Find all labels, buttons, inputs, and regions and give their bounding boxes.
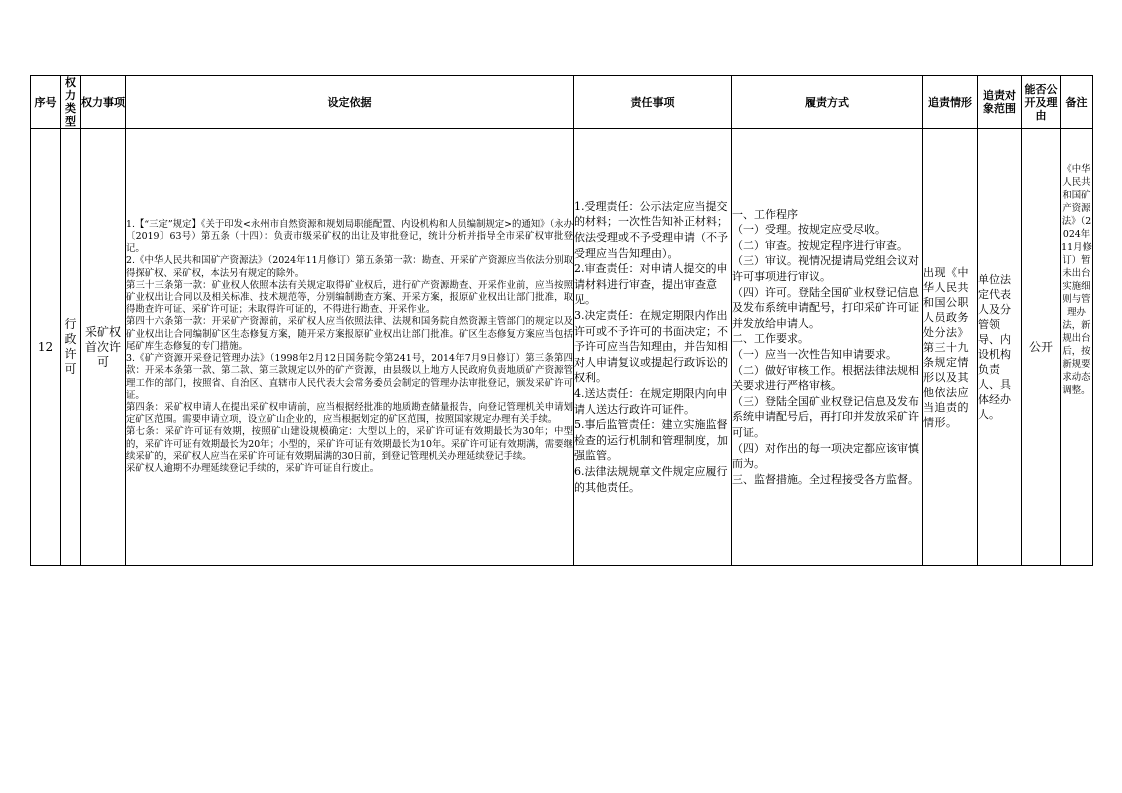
row-seq: 12 bbox=[31, 129, 61, 566]
header-scope: 追责对象范围 bbox=[978, 76, 1022, 129]
row-responsibility: 1.受理责任：公示法定应当提交的材料；一次性告知补正材料；依法受理或不予受理申请（不予受理应当告知理由）。 2.审查责任：对申请人提交的申请材料进行审查，提出审查意见。 3.决定责任：在规定期限内作出许可或不予许可的书面决定；不予许可应当告知理由，并告知相对人申请复议或提起行政诉讼的权利。 4.送达责任：在规定期限内向申请人送达行政许可证件。 5.事后监管责任：建立实施监督检查的运行机制和管理制度，加强监管。 6.法律法规规章文件规定应履行的其他责任。 bbox=[574, 129, 732, 566]
row-disclose: 公开 bbox=[1022, 129, 1061, 566]
row-remarks: 《中华人民共和国矿产资源法》（2024年11月修订）暂未出台实施细则与管理办法，新规出台后，按新规要求动态调整。 bbox=[1061, 129, 1093, 566]
header-disclose: 能否公开及理由 bbox=[1022, 76, 1061, 129]
table-row bbox=[31, 129, 1093, 566]
row-type: 行政许可 bbox=[61, 129, 81, 566]
row-method: 一、工作程序 （一）受理。按规定应受尽收。 （二）审查。按规定程序进行审查。 （三）审议。视情况提请局党组会议对许可事项进行审议。 （四）许可。登陆全国矿业权登记信息及发布系统申请配号，打印采矿许可证并发放给申请人。 二、工作要求。 （一）应当一次性告知申请要求。 （二）做好审核工作。根据法律法规相关要求进行严格审核。 （三）登陆全国矿业权登记信息及发布系统申请配号后，再打印并发放采矿许可证。 （四）对作出的每一项决定都应该审慎而为。 三、监督措施。全过程接受各方监督。 bbox=[732, 129, 923, 566]
header-type: 权力类型 bbox=[61, 76, 81, 129]
power-list-table bbox=[30, 75, 1093, 566]
header-responsibility: 责任事项 bbox=[574, 76, 732, 129]
header-remarks: 备注 bbox=[1061, 76, 1093, 129]
header-seq: 序号 bbox=[31, 76, 61, 129]
table-header-row bbox=[31, 76, 1093, 129]
header-accountability: 追责情形 bbox=[923, 76, 978, 129]
header-basis: 设定依据 bbox=[126, 76, 574, 129]
row-scope: 单位法定代表人及分管领导、内设机构负责人、具体经办人。 bbox=[978, 129, 1022, 566]
row-basis: 1.【“三定”规定】《关于印发<永州市自然资源和规划局职能配置、内设机构和人员编制规定>的通知》（永办〔2019〕63号）第五条（十四）：负责市级采矿权的出让及审批登记，统计分析并指导全市采矿权审批登记。 2.《中华人民共和国矿产资源法》（2024年11月修订）第五条第一款：勘查、开采矿产资源应当依法分别取得探矿权、采矿权，本法另有规定的除外。 第三十三条第一款：矿业权人依照本法有关规定取得矿业权后，进行矿产资源勘查、开采作业前，应当按照矿业权出让合同以及相关标准、技术规范等，分别编制勘查方案、开采方案，报原矿业权出让部门批准，取得勘查许可证、采矿许可证；未取得许可证的，不得进行勘查、开采作业。 第四十六条第一款：开采矿产资源前，采矿权人应当依照法律、法规和国务院自然资源主管部门的规定以及矿业权出让合同编制矿区生态修复方案，随开采方案报原矿业权出让部门批准。矿区生态修复方案应当包括尾矿库生态修复的专门措施。 3.《矿产资源开采登记管理办法》（1998年2月12日国务院令第241号，2014年7月9日修订）第三条第四款：开采本条第一款、第二款、第三款规定以外的矿产资源，由县级以上地方人民政府负责地质矿产资源管理工作的部门，按照省、自治区、直辖市人民代表大会常务委员会制定的管理办法审批登记，颁发采矿许可证。 第四条：采矿权申请人在提出采矿权申请前，应当根据经批准的地质勘查储量报告，向登记管理机关申请划定矿区范围。需要申请立项，设立矿山企业的，应当根据划定的矿区范围，按照国家规定办理有关手续。 第七条：采矿许可证有效期，按照矿山建设规模确定：大型以上的，采矿许可证有效期最长为30年；中型的，采矿许可证有效期最长为20年；小型的，采矿许可证有效期最长为10年。采矿许可证有效期满，需要继续采矿的，采矿权人应当在采矿许可证有效期届满的30日前，到登记管理机关办理延续登记手续。 采矿权人逾期不办理延续登记手续的，采矿许可证自行废止。 bbox=[126, 129, 574, 566]
header-method: 履责方式 bbox=[732, 76, 923, 129]
header-item: 权力事项 bbox=[81, 76, 126, 129]
row-accountability: 出现《中华人民共和国公职人员政务处分法》第三十九条规定情形以及其他依法应当追责的情形。 bbox=[923, 129, 978, 566]
row-item: 采矿权首次许可 bbox=[81, 129, 126, 566]
